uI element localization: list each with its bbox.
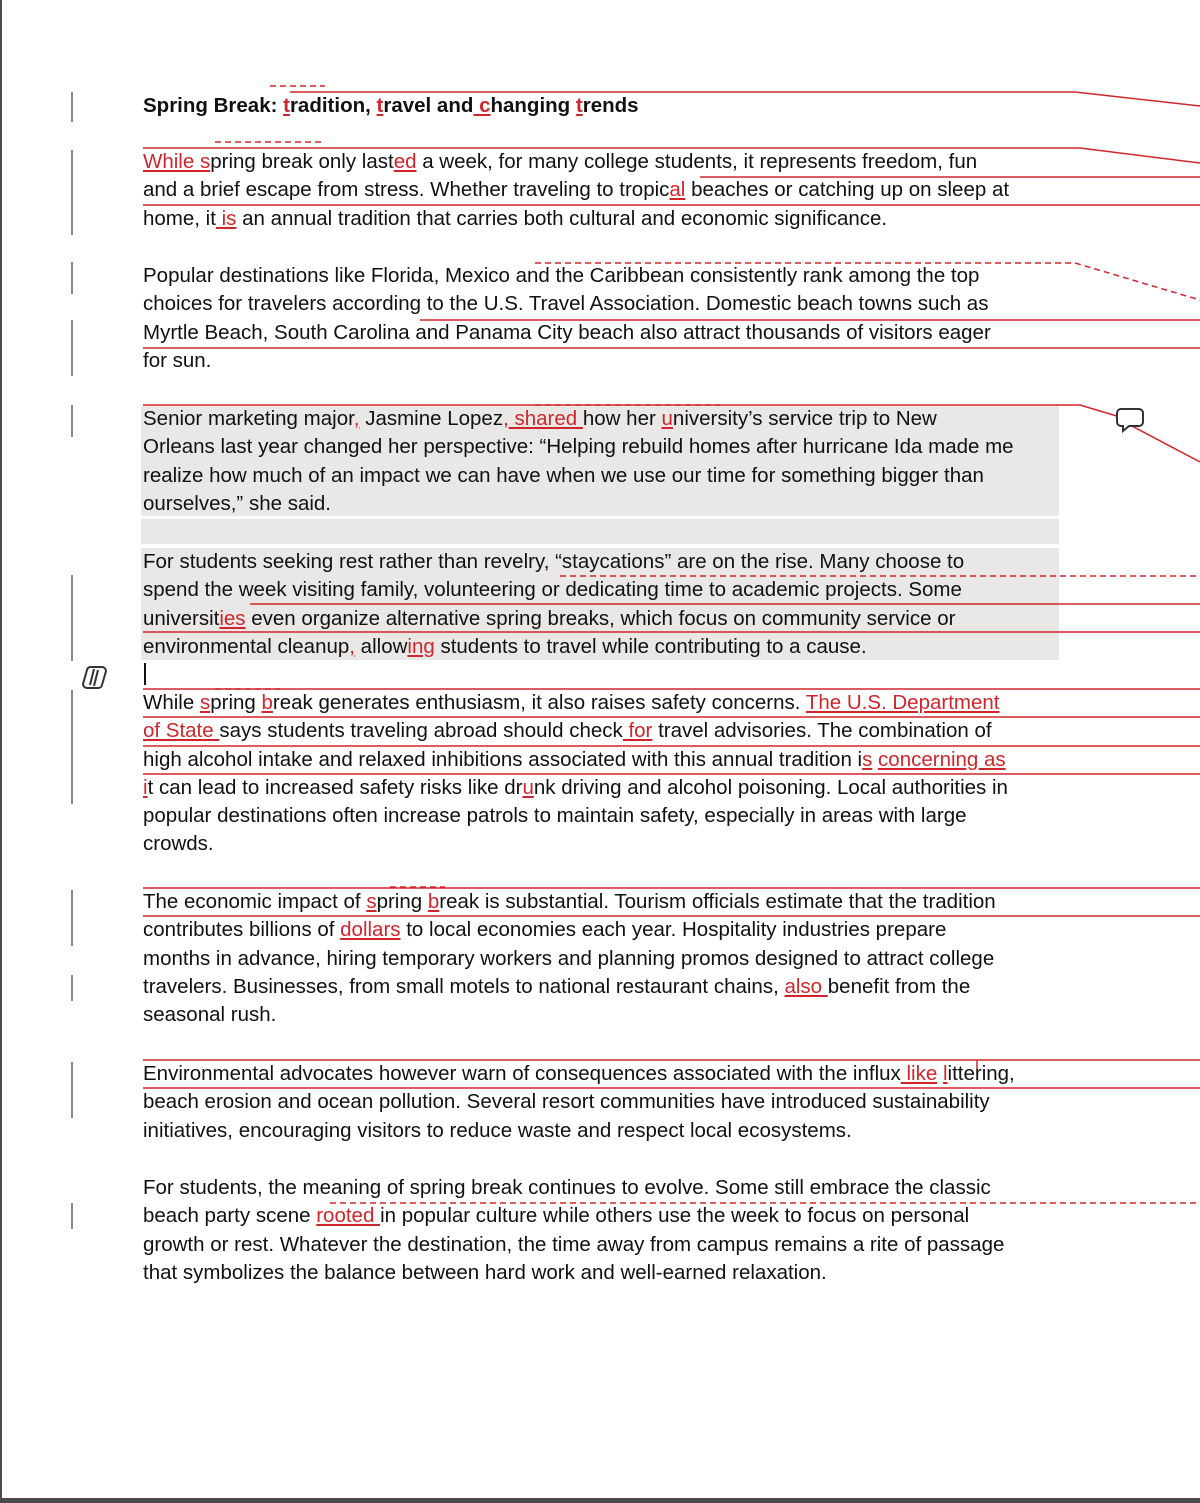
text-line [143, 633, 1063, 661]
tracked-insertion: for [622, 719, 653, 743]
text-run: For students, the meaning of spring break continues to evolve. Some still embrace the classic [143, 1176, 991, 1199]
text-run: initiatives, encouraging visitors to reduce waste and respect local ecosystems. [143, 1118, 852, 1142]
tracked-insertion: t [283, 94, 290, 117]
tracked-insertion: While s [143, 150, 211, 173]
change-bar [71, 690, 73, 804]
tracked-insertion: s [862, 747, 873, 771]
tracked-insertion: dollars [340, 918, 401, 942]
tracked-insertion: , [353, 407, 360, 430]
text-run: beaches or catching up on sleep at [685, 178, 1010, 202]
text-line [143, 1060, 1063, 1088]
tracked-insertion: concerning as [878, 747, 1006, 771]
text-run: beach party scene [143, 1204, 317, 1228]
tracked-insertion: al [669, 178, 686, 202]
text-line [143, 1202, 1063, 1230]
change-bar [71, 1062, 73, 1118]
text-run: niversity’s service trip to New [672, 407, 937, 430]
tracked-insertion: b [261, 691, 273, 714]
text-run: pring break only last [210, 150, 394, 173]
comment-bubble-icon[interactable] [1115, 406, 1145, 434]
paragraph-7[interactable] [143, 1060, 1063, 1145]
text-run: growth or rest. Whatever the destination, the time away from campus remains a rite of passage [143, 1232, 1005, 1256]
text-line [143, 319, 1063, 347]
tracked-insertion: like [900, 1062, 938, 1085]
paragraph-8[interactable] [143, 1174, 1063, 1287]
text-line [143, 1117, 1063, 1145]
text-line [143, 973, 1063, 1001]
paragraph-2[interactable] [143, 262, 1063, 375]
text-run: beach erosion and ocean pollution. Several resort communities have introduced sustainability [143, 1090, 990, 1114]
text-run: Spring Break: [143, 94, 284, 117]
text-run: nk driving and alcohol poisoning. Local authorities in [533, 775, 1008, 799]
text-run: environmental cleanup [143, 634, 350, 658]
text-run: ourselves,” she said. [143, 491, 332, 515]
text-run: Myrtle Beach, South Carolina and Panama City beach also attract thousands of visitors eager [143, 320, 991, 344]
text-run: popular destinations often increase patrols to maintain safety, especially in areas with large [143, 804, 967, 828]
text-line [143, 945, 1063, 973]
text-run: home, it [143, 206, 216, 230]
tracked-insertion: b [427, 890, 440, 913]
text-run: The economic impact of [143, 890, 367, 913]
text-run: Environmental advocates however warn of consequences associated with the influx [143, 1062, 901, 1085]
text-line [143, 916, 1063, 944]
text-line [143, 490, 1063, 518]
text-line [143, 347, 1063, 375]
change-bar [71, 262, 73, 294]
paragraph-1[interactable] [143, 148, 1063, 233]
page-left-edge [0, 0, 2, 1503]
text-run: an annual tradition that carries both cultural and economic significance. [236, 206, 888, 230]
text-run: months in advance, hiring temporary workers and planning promos designed to attract college [143, 946, 995, 970]
text-run: ittering, [947, 1062, 1015, 1085]
text-line [143, 262, 1063, 290]
text-line [143, 605, 1063, 633]
text-run: how her [582, 407, 662, 430]
tracked-insertion: u [522, 775, 534, 799]
tracked-insertion: ies [219, 606, 246, 630]
tracked-insertion: rooted [316, 1204, 381, 1228]
tracked-insertion: t [575, 94, 583, 117]
text-run: pring [376, 890, 428, 913]
tracked-insertion: t [376, 94, 384, 117]
text-run: a week, for many college students, it represents freedom, fun [416, 150, 978, 173]
text-run: rends [582, 94, 639, 117]
text-run: benefit from the [827, 974, 971, 998]
tracked-insertion: l [942, 1062, 948, 1085]
paragraph-3[interactable] [143, 405, 1063, 518]
text-line [143, 205, 1063, 233]
tracked-insertion: , [503, 407, 509, 430]
text-run: allow [354, 634, 408, 658]
text-line [143, 746, 1063, 774]
change-bar [71, 890, 73, 946]
tracked-insertion: also [784, 974, 828, 998]
copilot-icon[interactable] [80, 663, 110, 691]
text-run: to local economies each year. Hospitality industries prepare [400, 918, 947, 942]
text-run: says students traveling abroad should check [219, 719, 623, 743]
text-line [143, 1174, 1063, 1202]
tracked-insertion: of State [143, 719, 220, 743]
paragraph-5[interactable] [143, 689, 1063, 859]
text-line [143, 176, 1063, 204]
text-cursor [144, 663, 146, 685]
paragraph-6[interactable] [143, 888, 1063, 1029]
text-run: hanging [490, 94, 576, 117]
text-run: Senior marketing major [143, 407, 354, 430]
text-line [143, 1001, 1063, 1029]
text-line [143, 689, 1063, 717]
text-line [143, 462, 1063, 490]
tracked-insertion: u [661, 407, 673, 430]
tracked-insertion: ing [407, 634, 435, 658]
text-run: For students seeking rest rather than revelry, “staycations” are on the rise. Many choose to [143, 550, 965, 573]
document-title [143, 92, 1063, 120]
text-run: that symbolizes the balance between hard work and well-earned relaxation. [143, 1260, 827, 1284]
tracked-insertion: s [199, 691, 211, 714]
text-run: pring [210, 691, 262, 714]
title-line [143, 92, 1063, 120]
text-run: t can lead to increased safety risks like dr [147, 775, 523, 799]
text-run: contributes billions of [143, 918, 341, 942]
text-line [143, 148, 1063, 176]
text-line [143, 290, 1063, 318]
text-run: in popular culture while others use the week to focus on personal [380, 1204, 970, 1228]
text-run: spend the week visiting family, volunteering or dedicating time to academic projects. Some [143, 578, 962, 602]
page-bottom-edge [0, 1498, 1200, 1503]
change-bar [71, 150, 73, 235]
text-run: universit [143, 606, 220, 630]
text-run: realize how much of an impact we can have when we use our time for something bigger than [143, 463, 984, 487]
text-line [143, 830, 1063, 858]
text-run: travelers. Businesses, from small motels to national restaurant chains, [143, 974, 785, 998]
text-run: While [143, 691, 200, 714]
text-line [143, 774, 1063, 802]
text-run: high alcohol intake and relaxed inhibitions associated with this annual tradition i [143, 747, 863, 771]
text-line [143, 1231, 1063, 1259]
text-run: choices for travelers according to the U.S. Travel Association. Domestic beach towns such as [143, 292, 989, 316]
text-line [143, 888, 1063, 916]
change-bar [71, 575, 73, 661]
tracked-insertion: shared [508, 407, 583, 430]
text-line [143, 1259, 1063, 1287]
change-bar [71, 405, 73, 437]
text-line [143, 802, 1063, 830]
text-run: Popular destinations like Florida, Mexico and the Caribbean consistently rank among the top [143, 264, 980, 287]
text-line [143, 405, 1063, 433]
text-run: students to travel while contributing to a cause. [434, 634, 867, 658]
text-run: even organize alternative spring breaks, which focus on community service or [245, 606, 956, 630]
tracked-insertion: c [473, 94, 491, 117]
text-run: reak is substantial. Tourism officials estimate that the tradition [439, 890, 996, 913]
text-run: seasonal rush. [143, 1003, 277, 1027]
text-run: for sun. [143, 348, 212, 372]
tracked-insertion: , [349, 634, 355, 658]
text-line [143, 433, 1063, 461]
text-run: crowds. [143, 832, 214, 856]
text-run: and a brief escape from stress. Whether traveling to tropic [143, 178, 670, 202]
text-line [143, 717, 1063, 745]
paragraph-4[interactable] [143, 548, 1063, 661]
tracked-insertion: i [143, 775, 148, 799]
text-run: Orleans last year changed her perspective: “Helping rebuild homes after hurricane Ida made me [143, 435, 1014, 459]
text-run: Jasmine Lopez [359, 407, 504, 430]
tracked-insertion: The U.S. Department [805, 691, 1000, 714]
text-line [143, 1088, 1063, 1116]
text-run: ravel and [383, 94, 474, 117]
text-line [143, 576, 1063, 604]
text-run: travel advisories. The combination of [652, 719, 992, 743]
text-run: reak generates enthusiasm, it also raises safety concerns. [272, 691, 806, 714]
text-line [143, 548, 1063, 576]
tracked-insertion: is [215, 206, 237, 230]
text-run: radition, [289, 94, 377, 117]
tracked-insertion: s [366, 890, 377, 913]
change-bar [71, 320, 73, 376]
change-bar [71, 92, 73, 122]
change-bar [71, 1203, 73, 1229]
selection-highlight [141, 519, 1059, 544]
change-bar [71, 975, 73, 1001]
tracked-insertion: ed [393, 150, 417, 173]
